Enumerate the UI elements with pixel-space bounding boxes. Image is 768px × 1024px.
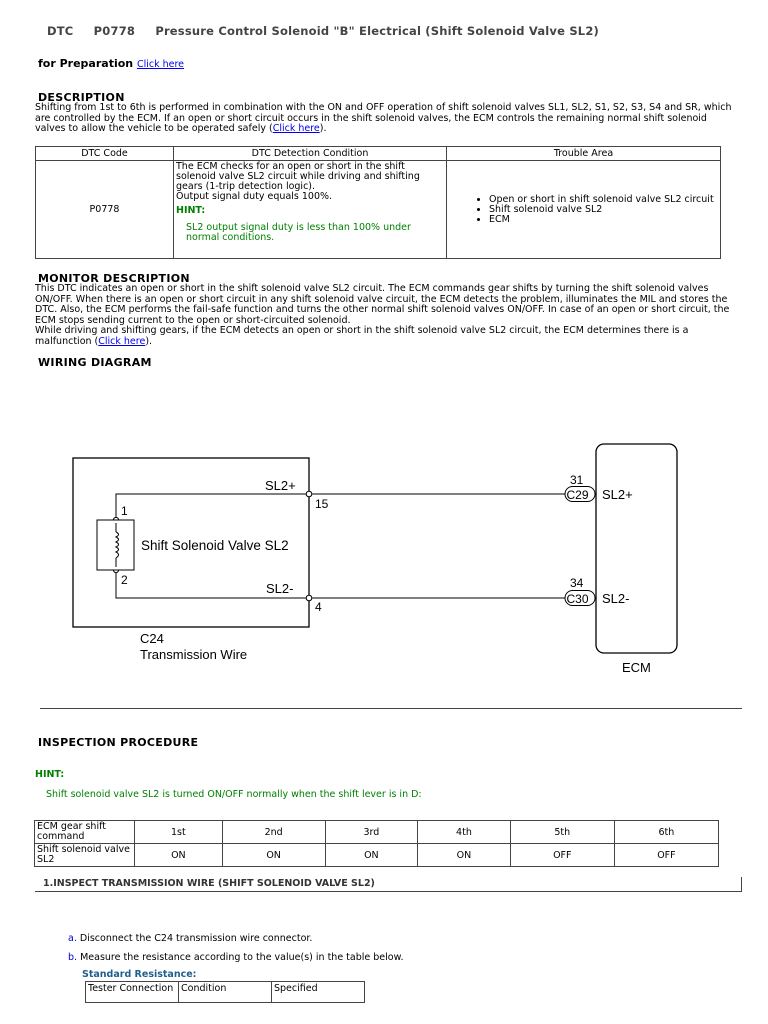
step-a — [68, 933, 312, 944]
dtc-table-header-condition: DTC Detection Condition — [174, 147, 447, 161]
dtc-label: DTC — [47, 24, 74, 38]
inspection-hint-label: HINT: — [35, 769, 65, 780]
gear-cell: 4th — [418, 821, 511, 844]
monitor-body-2-text: While driving and shifting gears, if the ECM detects an open or short in the shift solenoid valve SL2 circuit, the ECM determines there is a malfunction ( — [35, 325, 689, 347]
step-b-label: b. — [68, 952, 78, 963]
label-ecm-sl2n: SL2- — [602, 591, 630, 606]
description-link[interactable]: Click here — [272, 123, 320, 134]
ecm-box — [596, 444, 677, 653]
wiring-heading: WIRING DIAGRAM — [38, 356, 152, 369]
dtc-condition-text: The ECM checks for an open or short in the shift solenoid valve SL2 circuit while driving and shifting gears (1-trip detection logic). — [176, 161, 420, 192]
preparation-link[interactable]: Click here — [136, 59, 185, 70]
label-ecm-sl2p: SL2+ — [602, 487, 633, 502]
trouble-area-item: • ECM — [489, 215, 718, 225]
wire-sl2p-internal — [116, 494, 309, 520]
description-heading: DESCRIPTION — [38, 91, 125, 104]
gear-row-label: ECM gear shift command — [35, 821, 135, 844]
gear-cell: 2nd — [222, 821, 325, 844]
resistance-header-specified: Specified — [272, 982, 365, 1003]
pin-4-dot — [306, 595, 312, 601]
trouble-area-item: • Shift solenoid valve SL2 — [489, 205, 718, 215]
label-pin-1: 1 — [121, 504, 128, 518]
label-pin-4: 4 — [315, 600, 322, 614]
gear-cell: 5th — [510, 821, 614, 844]
label-pin-15: 15 — [315, 497, 329, 511]
resistance-table — [85, 981, 365, 1003]
label-sl2n: SL2- — [266, 581, 294, 596]
state-cell: ON — [135, 844, 223, 867]
dtc-table-header-area: Trouble Area — [447, 147, 721, 161]
monitor-tail: ). — [145, 335, 153, 347]
label-c29: C29 — [566, 488, 589, 502]
inspection-hint-text: Shift solenoid valve SL2 is turned ON/OFF normally when the shift lever is in D: — [46, 789, 422, 800]
label-connector-name: Transmission Wire — [140, 647, 248, 662]
step-b-text: Measure the resistance according to the value(s) in the table below. — [80, 952, 404, 963]
resistance-header-condition: Condition — [179, 982, 272, 1003]
monitor-heading: MONITOR DESCRIPTION — [38, 272, 190, 285]
state-cell: ON — [325, 844, 418, 867]
inspection-heading: INSPECTION PROCEDURE — [38, 736, 199, 749]
step-a-text: Disconnect the C24 transmission wire connector. — [79, 933, 313, 944]
state-cell: OFF — [510, 844, 614, 867]
gear-table — [34, 820, 719, 867]
dtc-title: Pressure Control Solenoid "B" Electrical (Shift Solenoid Valve SL2) — [155, 24, 599, 38]
gear-cell: 1st — [135, 821, 223, 844]
preparation-label: for Preparation — [38, 57, 134, 70]
monitor-body: This DTC indicates an open or short in the shift solenoid valve SL2 circuit. The ECM commands gear shifts by turning the shift solenoid valves ON/OFF. When there is an open or short circuit in any shift solenoid valve circuit, the ECM detects the problem, illuminates the MIL and stores the DTC. Also, the ECM performs the fail-safe function and turns the other normal shift solenoid valves ON/OFF. In case of an open or short circuit, the ECM stops sending current to the open or short-circuited solenoid. — [35, 283, 730, 326]
dtc-condition-text-2: Output signal duty equals 100%. — [176, 191, 333, 202]
label-ecm-pin-31: 31 — [570, 473, 584, 487]
monitor-link[interactable]: Click here — [98, 335, 146, 347]
label-ecm-pin-34: 34 — [570, 576, 584, 590]
standard-resistance-label: Standard Resistance: — [82, 969, 197, 980]
gear-cell: 6th — [614, 821, 718, 844]
description-tail: ). — [319, 123, 327, 134]
step-1-heading: 1.INSPECT TRANSMISSION WIRE (SHIFT SOLENOID VALVE SL2) — [35, 877, 742, 892]
state-cell: ON — [222, 844, 325, 867]
dtc-table-code: P0778 — [36, 161, 174, 259]
trouble-area-item: • Open or short in shift solenoid valve SL2 circuit — [489, 195, 718, 205]
gear-cell: 3rd — [325, 821, 418, 844]
label-valve: Shift Solenoid Valve SL2 — [141, 538, 289, 553]
dtc-hint-text: SL2 output signal duty is less than 100% under normal conditions. — [186, 222, 411, 243]
section-divider — [40, 708, 742, 709]
label-ecm: ECM — [622, 660, 651, 675]
dtc-code: P0778 — [93, 24, 136, 38]
label-sl2p: SL2+ — [265, 478, 296, 493]
step-a-label: a. — [68, 933, 77, 944]
label-c30: C30 — [566, 592, 589, 606]
valve-row-label: Shift solenoid valve SL2 — [35, 844, 135, 867]
state-cell: ON — [418, 844, 511, 867]
resistance-header-tester: Tester Connection — [86, 982, 179, 1003]
state-cell: OFF — [614, 844, 718, 867]
description-body: Shifting from 1st to 6th is performed in combination with the ON and OFF operation of shift solenoid valves SL1, SL2, S1, S2, S3, S4 and SR, which are controlled by the ECM. If an open or short circuit occurs in the shift solenoid valves, the ECM controls the remaining normal shift solenoid valves to allow the vehicle to be operated safely ( — [35, 102, 732, 134]
label-pin-2: 2 — [121, 573, 128, 587]
dtc-table-header-code: DTC Code — [36, 147, 174, 161]
pin-15-dot — [306, 491, 312, 497]
dtc-hint-label: HINT: — [176, 205, 206, 216]
label-connector-code: C24 — [140, 631, 164, 646]
step-b — [68, 952, 404, 963]
